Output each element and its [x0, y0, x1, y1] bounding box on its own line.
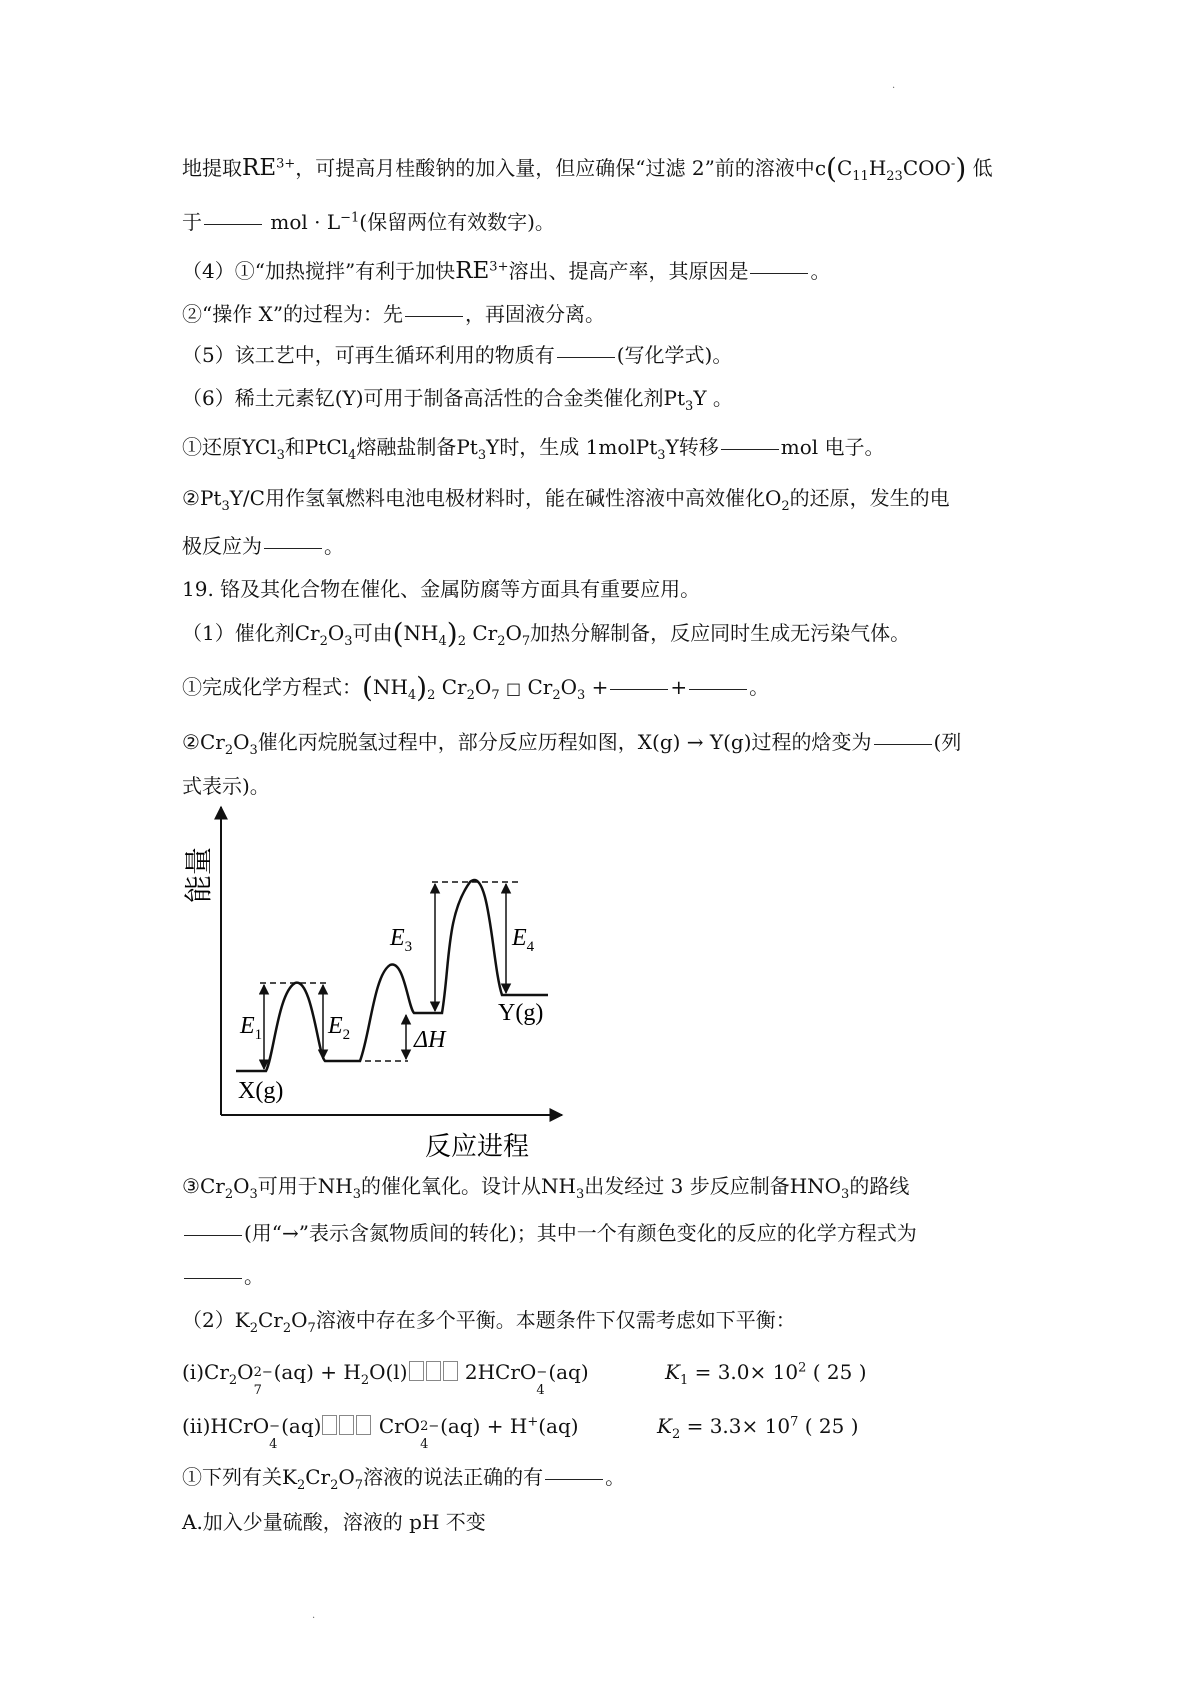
answer-blank[interactable] [689, 689, 747, 690]
paren-open: ( [392, 617, 404, 650]
q18-5 [182, 341, 732, 369]
formula: O [327, 621, 345, 645]
equilibrium-1-k [665, 1358, 867, 1386]
formula: RE [455, 258, 490, 284]
formula: Pt [199, 486, 222, 510]
formula: O [237, 1360, 254, 1384]
label-yg: Y(g) [498, 1000, 544, 1026]
formula: O [505, 621, 522, 645]
text: ，再固液分离。 [465, 302, 606, 326]
subscript: 2 [552, 688, 561, 703]
eq-label: (ⅰ) [182, 1360, 205, 1384]
x-axis-label: 反应进程 [424, 1132, 530, 1161]
subscript: 4 [438, 634, 447, 649]
text: (列 [933, 730, 962, 754]
subscript: 7 [521, 634, 531, 649]
q18-6-2 [182, 484, 950, 512]
q19-1-3-cont [182, 1219, 917, 1247]
text: （2） [182, 1308, 235, 1332]
subscript: 3 [477, 448, 487, 463]
formula: Pt [635, 435, 658, 459]
bottom-mark: . [312, 1610, 316, 1621]
text: （5）该工艺中，可再生循环利用的物质有 [182, 343, 555, 367]
formula: NH [317, 1174, 353, 1198]
subscript: 3 [841, 1187, 850, 1202]
formula: H [868, 156, 887, 180]
answer-blank[interactable] [750, 273, 808, 274]
subscript: 3 [657, 448, 666, 463]
answer-blank[interactable] [545, 1479, 603, 1480]
formula: c [814, 156, 827, 180]
formula: YCl [242, 435, 277, 459]
text: 和 [284, 435, 305, 459]
q18-line-2 [182, 208, 555, 236]
temperature: ( 25 ) [804, 1414, 859, 1438]
subscript: 7 [354, 1478, 364, 1493]
formula: Cr [199, 1174, 225, 1198]
subscript: 3 [249, 1187, 258, 1202]
formula: HNO [789, 1174, 842, 1198]
formula: Y/C [229, 486, 265, 510]
text: (用“→”表示含氮物质间的转化)；其中一个有颜色变化的反应的化学方程式为 [244, 1221, 917, 1245]
subscript: 2 [781, 499, 790, 514]
energy-diagram [170, 795, 590, 1165]
q19-1-1 [182, 673, 769, 703]
top-mark: . [892, 80, 896, 91]
paren-close: ) [416, 671, 428, 704]
k-value: = 3.0× 10 [694, 1360, 799, 1384]
subscript: 2 [330, 1478, 339, 1493]
subscript: 7 [307, 1321, 316, 1336]
formula: O [474, 675, 492, 699]
formula: O [233, 730, 250, 754]
subscript: 2 [296, 1478, 306, 1493]
text: ② [182, 486, 200, 510]
answer-blank[interactable] [405, 316, 463, 317]
text: 转移 [678, 435, 719, 459]
subscript: 2 [457, 634, 466, 649]
energy-profile [236, 880, 548, 1071]
subscript: 2 [249, 1321, 258, 1336]
answer-blank[interactable] [184, 1235, 242, 1236]
text: 加热分解制备，反应同时生成无污染气体。 [530, 621, 911, 645]
q19-1 [182, 619, 910, 648]
subscript: 2 [360, 1373, 370, 1388]
formula: (aq) [281, 1414, 322, 1438]
label-xg: X(g) [238, 1078, 284, 1104]
formula: Y(g) [709, 730, 752, 754]
text: 于 [182, 210, 202, 234]
q18-6-2-cont [182, 532, 344, 560]
formula: (aq) [538, 1414, 579, 1438]
text: 溶出、提高产率，其原因是 [508, 259, 749, 283]
missing-glyph-box: □ [505, 679, 522, 698]
subscript: 3 [276, 448, 285, 463]
text: 催化丙烷脱氢过程中，部分反应历程如图， [257, 730, 638, 754]
q18-4-1 [182, 257, 830, 285]
formula: K [234, 1308, 250, 1332]
text: 低 [972, 156, 993, 180]
text: 。 [749, 675, 770, 699]
subscript: 2 [466, 688, 475, 703]
text: 可用于 [257, 1174, 318, 1198]
text: (写化学式)。 [616, 343, 733, 367]
formula: O [291, 1308, 308, 1332]
q19-2-1 [182, 1463, 625, 1491]
subscript: 3 [221, 499, 230, 514]
answer-blank[interactable] [264, 548, 322, 549]
answer-blank[interactable] [874, 744, 932, 745]
subscript: 1 [679, 1373, 689, 1388]
subscript: 2 [671, 1427, 681, 1442]
formula: O [338, 1465, 355, 1489]
q18-6-1 [182, 433, 885, 461]
q19-title [182, 575, 700, 603]
label-e3: $E_3$ [390, 925, 413, 955]
text: （6）稀土元素钇(Y)可用于制备高活性的合金类催化剂 [182, 386, 664, 410]
answer-blank[interactable] [184, 1278, 242, 1279]
formula: Cr [204, 1360, 229, 1384]
formula: Cr [257, 1308, 283, 1332]
subscript: 7 [491, 688, 500, 703]
text: 溶液的说法正确的有 [363, 1465, 544, 1489]
formula: CrO [378, 1414, 421, 1438]
formula: NH [541, 1174, 576, 1198]
text: ①还原 [182, 435, 242, 459]
plus: + [670, 675, 688, 699]
subscript: 2 [319, 634, 328, 649]
text: 。 [244, 1264, 264, 1288]
unit: mol · L [270, 210, 341, 234]
paren-close: ) [955, 152, 967, 185]
equilibrium-2-k [657, 1412, 859, 1440]
answer-blank[interactable] [610, 689, 668, 690]
q19-1-3 [182, 1172, 909, 1200]
text: 。 [605, 1465, 626, 1489]
text: 时，生成 1mol [499, 435, 636, 459]
formula: RE [242, 155, 277, 181]
formula: Cr [527, 675, 553, 699]
text: 溶液中存在多个平衡。本题条件下仅需考虑如下平衡： [315, 1308, 796, 1332]
label-e4: $E_4$ [512, 925, 535, 955]
formula: Cr [472, 621, 498, 645]
superscript: −1 [340, 210, 360, 226]
subscript: 4 [407, 688, 417, 703]
paren-open: ( [362, 671, 373, 704]
subscript: 3 [352, 1187, 362, 1202]
superscript: 7 [790, 1414, 799, 1430]
eq-label: (ⅱ) [182, 1414, 211, 1438]
text: 地提取 [182, 156, 242, 180]
text: 。 [712, 386, 733, 410]
text: 的催化氧化。设计从 [361, 1174, 542, 1198]
superscript: 2 [798, 1360, 807, 1376]
formula: NH [372, 675, 408, 699]
label-e2: $E_2$ [328, 1013, 351, 1043]
subscript: 4 [348, 448, 357, 463]
subscript: 2 [427, 688, 436, 703]
answer-blank[interactable] [721, 449, 779, 450]
equilibrium-2: (ⅱ)HCrO − 4 (aq) CrO 2− 4 (aq) + H+(aq) [182, 1414, 579, 1452]
option-a-text: A.加入少量硫酸，溶液的 pH 不变 [182, 1510, 486, 1534]
subscript: 2 [224, 1187, 234, 1202]
subscript: 3 [685, 399, 694, 414]
text: 极反应为 [182, 534, 262, 558]
formula: O [764, 486, 782, 510]
formula: PtCl [304, 435, 349, 459]
formula: Y [486, 435, 500, 459]
subscript: 11 [852, 169, 869, 184]
text: 过程的焓变为 [751, 730, 872, 754]
q19-1-2 [182, 728, 961, 756]
formula: O(l) [369, 1360, 408, 1384]
formula: Cr [199, 730, 225, 754]
y-axis-label: 能量 [184, 846, 215, 904]
formula: K [282, 1465, 297, 1489]
text: 用作氢氧燃料电池电极材料时，能在碱性溶液中高效催化 [264, 486, 765, 510]
text: （1）催化剂 [182, 621, 295, 645]
formula: (aq) + H [273, 1360, 361, 1384]
text: （4）①“加热搅拌”有利于加快 [182, 259, 456, 283]
text: 。 [810, 259, 831, 283]
missing-glyph-box [426, 1361, 441, 1381]
text: mol 电子。 [780, 435, 885, 459]
subscript: 3 [344, 634, 353, 649]
plus: + [591, 675, 609, 699]
text: ③ [182, 1174, 200, 1198]
subscript: 3 [249, 743, 258, 758]
formula: Cr [441, 675, 467, 699]
label-e1: $E_1$ [240, 1013, 263, 1043]
formula: 2HCrO [464, 1360, 537, 1384]
q18-6 [182, 384, 733, 412]
formula: Y [665, 435, 679, 459]
q18-4-2 [182, 300, 605, 328]
subscript: 2 [497, 634, 506, 649]
formula: Pt [456, 435, 478, 459]
text: 19. 铬及其化合物在催化、金属防腐等方面具有重要应用。 [182, 577, 701, 601]
paren-close: ) [446, 617, 458, 650]
label-dh: ΔH [414, 1027, 446, 1053]
formula: NH [403, 621, 439, 645]
formula: O [560, 675, 577, 699]
subscript: 23 [886, 169, 903, 184]
formula: C [836, 156, 853, 180]
k-symbol: K [665, 1360, 680, 1384]
text: 的还原，发生的电 [789, 486, 950, 510]
formula: O [233, 1174, 250, 1198]
subscript: 2 [282, 1321, 292, 1336]
missing-glyph-box [409, 1361, 424, 1381]
subscript: 3 [575, 1187, 585, 1202]
missing-glyph-box [356, 1415, 371, 1435]
text: (保留两位有效数字)。 [359, 210, 555, 234]
answer-blank[interactable] [204, 224, 262, 225]
formula: X(g) [637, 730, 681, 754]
temperature: ( 25 ) [812, 1360, 867, 1384]
text: 可由 [352, 621, 393, 645]
text: 熔融盐制备 [356, 435, 457, 459]
equilibrium-1: $(ⅰ)Cr_2O$ 2− 7 $(aq) + H_2O(l)$ 2HCrO − 4 (aq) [182, 1360, 589, 1398]
subscript: 3 [577, 688, 586, 703]
formula: (aq) [548, 1360, 589, 1384]
missing-glyph-box [322, 1415, 337, 1435]
superscript: + [527, 1414, 539, 1430]
formula: Pt [663, 386, 686, 410]
subscript: 2 [224, 743, 234, 758]
q18-line-1 [182, 154, 993, 183]
text: 式表示)。 [182, 774, 270, 798]
option-a[interactable] [182, 1508, 486, 1536]
formula: COO [902, 156, 951, 180]
superscript: 3+ [489, 259, 509, 275]
text: ②“操作 X”的过程为：先 [182, 302, 404, 326]
text: 出发经过 3 步反应制备 [584, 1174, 790, 1198]
formula: Cr [305, 1465, 331, 1489]
formula: Y [693, 386, 707, 410]
k-value: = 3.3× 10 [686, 1414, 791, 1438]
text: ①下列有关 [182, 1465, 282, 1489]
arrow: → [686, 730, 704, 754]
text: ①完成化学方程式： [182, 675, 362, 699]
missing-glyph-box [339, 1415, 354, 1435]
formula: HCrO [210, 1414, 270, 1438]
answer-blank[interactable] [557, 357, 615, 358]
k-symbol: K [657, 1414, 672, 1438]
text: ，可提高月桂酸钠的加入量，但应确保“过滤 2”前的溶液中 [295, 156, 815, 180]
formula: Cr [294, 621, 320, 645]
superscript: - [950, 156, 956, 172]
q19-1-3-cont2 [182, 1262, 264, 1290]
formula: (aq) + H [440, 1414, 528, 1438]
text: 的路线 [849, 1174, 910, 1198]
subscript: 2 [228, 1373, 238, 1388]
text: 。 [324, 534, 344, 558]
paren-open: ( [826, 152, 837, 185]
q19-2 [182, 1306, 796, 1334]
missing-glyph-box [443, 1361, 458, 1381]
superscript: 3+ [276, 156, 296, 172]
text: ② [182, 730, 200, 754]
